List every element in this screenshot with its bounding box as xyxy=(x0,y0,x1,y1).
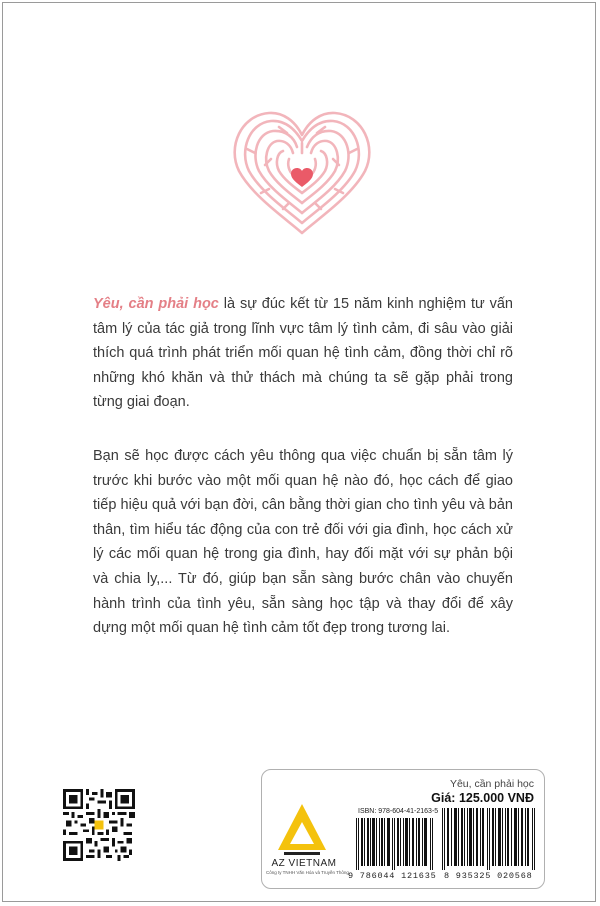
isbn-label: ISBN: 978-604-41-2163-5 xyxy=(358,808,439,815)
isbn-digits: 9 786044 121635 xyxy=(348,871,437,881)
description-paragraph-1 xyxy=(93,292,513,415)
book-title-highlight: Yêu, cần phải học xyxy=(93,296,219,312)
product-digits: 8 935325 020568 xyxy=(444,871,533,881)
heart-maze-icon xyxy=(231,109,373,235)
qr-code-icon xyxy=(63,789,135,861)
price-label: Giá: 125.000 VNĐ xyxy=(431,791,534,805)
book-back-cover xyxy=(2,2,596,902)
heart-center-icon xyxy=(291,168,313,187)
barcode-price-box xyxy=(261,769,545,889)
product-barcode-icon xyxy=(442,808,536,870)
az-logo-icon xyxy=(274,800,330,856)
description-paragraph-2: Bạn sẽ học được cách yêu thông qua việc chuẩn bị sẵn tâm lý trước khi bước vào một mối quan hệ nào đó, học cách để giao tiếp hiệu quả với bạn đời, cân bằng thời gian cho tình yêu và bản thân, tìm hiểu tác động của con trẻ đối với gia đình, học cách xử lý các mối quan hệ trong gia đình, hay đối mặt với sự phản bội và chia ly,... Từ đó, giúp bạn sẵn sàng bước chân vào chuyến hành trình của tình yêu, sẵn sàng học tập và thay đổi để xây dựng một mối quan hệ tình cảm tốt đẹp trong tương lai. xyxy=(93,448,513,637)
description-paragraph-1-text: là sự đúc kết từ 15 năm kinh nghiệm tư vấn tâm lý của tác giả trong lĩnh vực tâm lý tình cảm, đi sâu vào giải thích quá trình phát triển mối quan hệ tình cảm, đồng thời chỉ rõ những khó khăn và thử thách mà chúng ta sẽ gặp phải trong từng giai đoạn. xyxy=(93,296,513,411)
book-title-label: Yêu, cần phải học xyxy=(449,778,534,790)
publisher-name: AZ VIETNAM xyxy=(271,858,337,869)
publisher-subtitle: Công ty TNHH Văn Hóa và Truyền Thông xyxy=(266,870,349,875)
isbn-barcode-icon xyxy=(356,818,434,870)
